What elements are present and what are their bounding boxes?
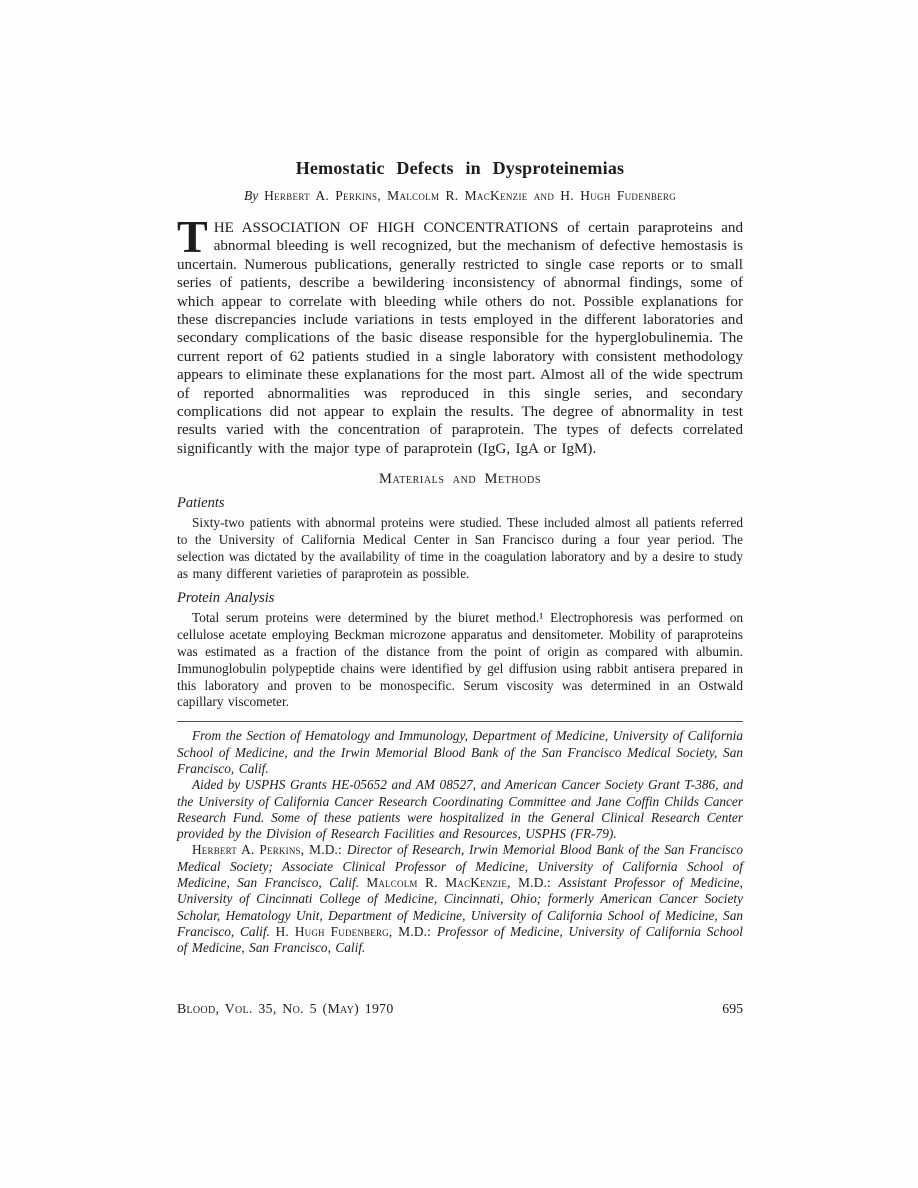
intro-lead-caps: HE ASSOCIATION OF HIGH CONCENTRATIONS [213, 220, 559, 236]
footnote-author-bios [177, 842, 743, 956]
bio-name-perkins: Herbert A. Perkins, M.D.: [192, 842, 347, 858]
page-footer [177, 1001, 743, 1017]
article-content [177, 158, 743, 957]
bio-name-fudenberg: H. Hugh Fudenberg, M.D.: [275, 923, 437, 939]
footnote-block [177, 728, 743, 956]
page-number: 695 [722, 1001, 743, 1016]
bio-role-mackenzie: Assistant Professor of Medicine, University of Cincinnati College of Medicine, Cincinnati, Ohio; formerly American Cancer Society Scholar, Hematology Unit, Department of Medicine, University of California School of Medicine, San Francisco, Calif. [177, 875, 743, 939]
footnote-affiliation: From the Section of Hematology and Immunology, Department of Medicine, University of California School of Medicine, and the Irwin Memorial Blood Bank of the San Francisco Medical Society, San Francisco, Calif. [177, 728, 743, 776]
subheading-protein-analysis: Protein Analysis [177, 589, 275, 606]
bio-name-mackenzie: Malcolm R. MacKenzie, M.D.: [366, 875, 559, 891]
article-title: Hemostatic Defects in Dysproteinemias [295, 158, 625, 178]
footnote-grants: Aided by USPHS Grants HE-05652 and AM 08527, and American Cancer Society Grant T-386, and the University of California Cancer Research Coordinating Committee and Jane Coffin Childs Cancer Research Fund. Some of these patients were hospitalized in the General Clinical Research Center provided by the Division of Research Facilities and Resources, USPHS (FR-79). [177, 777, 743, 842]
subheading-patients: Patients [177, 495, 225, 512]
protein-analysis-paragraph: Total serum proteins were determined by the biuret method.¹ Electrophoresis was performed on cellulose acetate employing Beckman microzone apparatus and densitometer. Mobility of paraproteins was estimated as a fraction of the distance from the point of origin as compared with albumin. Immunoglobulin polypeptide chains were identified by gel diffusion using rabbit antisera prepared in this laboratory and proven to be monospecific. Serum viscosity was determined in an Ostwald capillary viscometer. [177, 609, 743, 710]
intro-text: of certain paraproteins and abnormal bleeding is well recognized, but the mechanism of defective hemostasis is uncertain. Numerous publications, generally restricted to single case reports or to small series of patients, describe a bewildering inconsistency of abnormal findings, some of which appear to correlate with bleeding while others do not. Possible explanations for these discrepancies include variations in tests employed in the different laboratories and secondary complications of the basic disease responsible for the hyperglobulinemia. The current report of 62 patients studied in a single laboratory with consistent methodology appears to eliminate these explanations for the most part. Almost all of the wide spectrum of reported abnormalities was reproduced in this single series, and secondary complications did not appear to explain the results. The degree of abnormality in test results varied with the concentration of paraprotein. The types of defects correlated significantly with the major type of paraprotein (IgG, IgA or IgM). [177, 220, 743, 457]
section-heading-materials-and-methods: Materials and Methods [379, 471, 541, 488]
journal-citation: Blood, Vol. 35, No. 5 (May) 1970 [177, 1001, 394, 1016]
byline-authors: Herbert A. Perkins, Malcolm R. MacKenzie and H. Hugh Fudenberg [264, 188, 677, 203]
bio-role-fudenberg: Professor of Medicine, University of California School of Medicine, San Francisco, Calif. [177, 923, 743, 956]
byline-prefix: By [243, 188, 265, 203]
patients-paragraph: Sixty-two patients with abnormal proteins were studied. These included almost all patients referred to the University of California Medical Center in San Francisco during a four year period. The selection was dictated by the availability of time in the coagulation laboratory and by a desire to study as many different varieties of paraprotein as possible. [177, 515, 743, 581]
bio-role-perkins: Director of Research, Irwin Memorial Blood Bank of the San Francisco Medical Society; Associate Clinical Professor of Medicine, University of California School of Medicine, San Francisco, Calif. [177, 842, 744, 891]
intro-paragraph [177, 211, 743, 458]
footnote-divider [177, 721, 743, 722]
drop-cap: T [177, 211, 208, 262]
byline [177, 188, 743, 204]
